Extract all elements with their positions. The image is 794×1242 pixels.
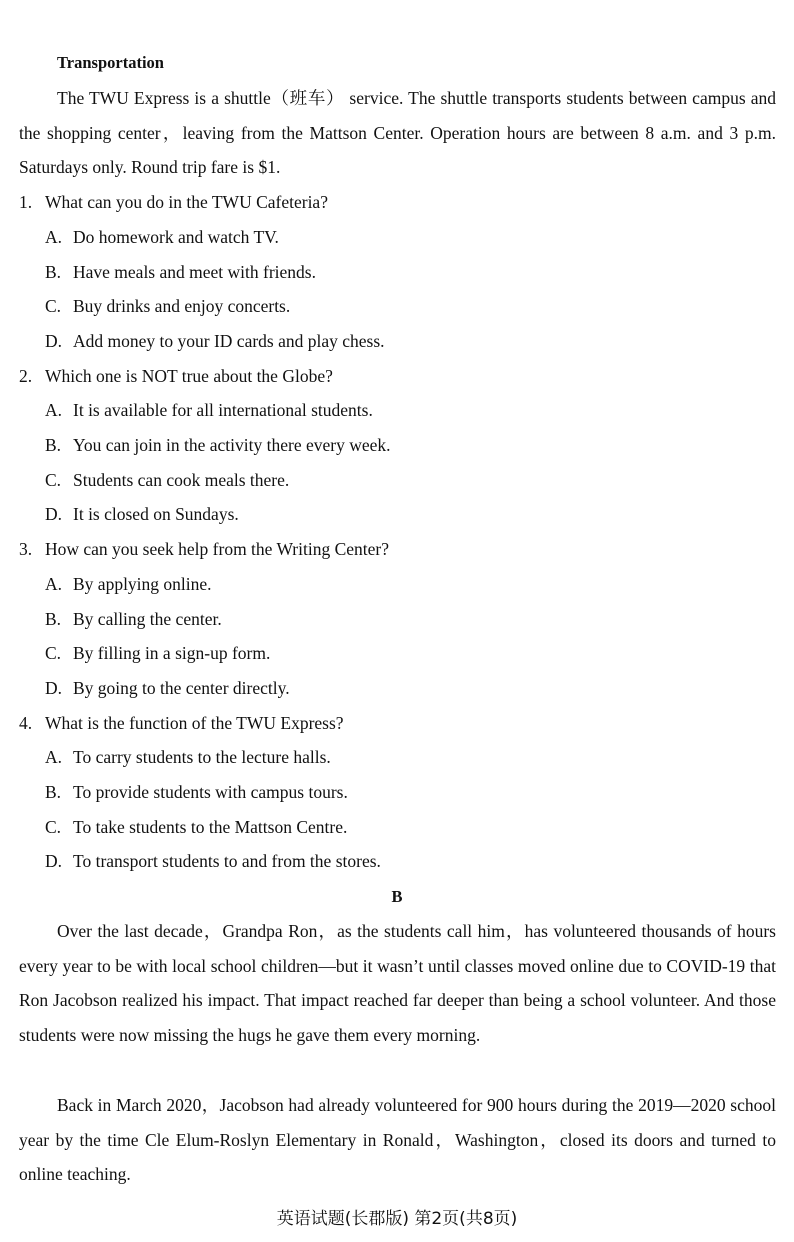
question-4-option-d: D. To transport students to and from the stores. [45,851,381,871]
question-2: 2. Which one is NOT true about the Globe? [19,366,333,386]
question-2-option-c: C. Students can cook meals there. [45,470,290,490]
question-1-option-d: D. Add money to your ID cards and play chess. [45,331,385,351]
question-2-option-b: B. You can join in the activity there every week. [45,435,391,455]
page-footer: 英语试题(长郡版) 第2页(共8页) [276,1209,518,1229]
question-3-option-c: C. By filling in a sign-up form. [45,643,271,663]
question-4: 4. What is the function of the TWU Express? [19,713,344,733]
question-4-option-a: A. To carry students to the lecture halls. [45,747,331,767]
question-1: 1. What can you do in the TWU Cafeteria? [19,192,328,212]
section-b-paragraph-1: Over the last decade，Grandpa Ron，as the students call him，has volunteered thousands of hours every year to be with local school children—but it wasn’t until classes moved online due to COVID-19 that Ron Jacobson realized his impact. That impact reached far deeper than being a school volunteer. And those students were now missing the hugs he gave them every morning. [19,921,776,1046]
question-1-option-a: A. Do homework and watch TV. [45,227,279,247]
question-2-option-d: D. It is closed on Sundays. [45,504,239,524]
section-heading-transportation: Transportation [57,53,164,72]
question-3-option-b: B. By calling the center. [45,609,222,629]
question-3-option-d: D. By going to the center directly. [45,678,290,698]
transportation-paragraph: The TWU Express is a shuttle（班车） service. The shuttle transports students between campus and the shopping center，leaving from the Mattson Center. Operation hours are between 8 a.m. and 3 p.m. Saturdays only. Round trip fare is $1. [19,88,776,178]
question-4-option-c: C. To take students to the Mattson Centre. [45,817,348,837]
question-1-option-b: B. Have meals and meet with friends. [45,262,316,282]
question-1-option-c: C. Buy drinks and enjoy concerts. [45,296,291,316]
section-b-paragraph-2: Back in March 2020，Jacobson had already volunteered for 900 hours during the 2019—2020 school year by the time Cle Elum-Roslyn Elementary in Ronald，Washington，closed its doors and turned to online teaching. [19,1095,776,1185]
question-2-option-a: A. It is available for all international students. [45,400,373,420]
question-3-option-a: A. By applying online. [45,574,212,594]
section-b-label: B [391,887,403,906]
question-3: 3. How can you seek help from the Writing Center? [19,539,390,559]
question-4-option-b: B. To provide students with campus tours. [45,782,348,802]
